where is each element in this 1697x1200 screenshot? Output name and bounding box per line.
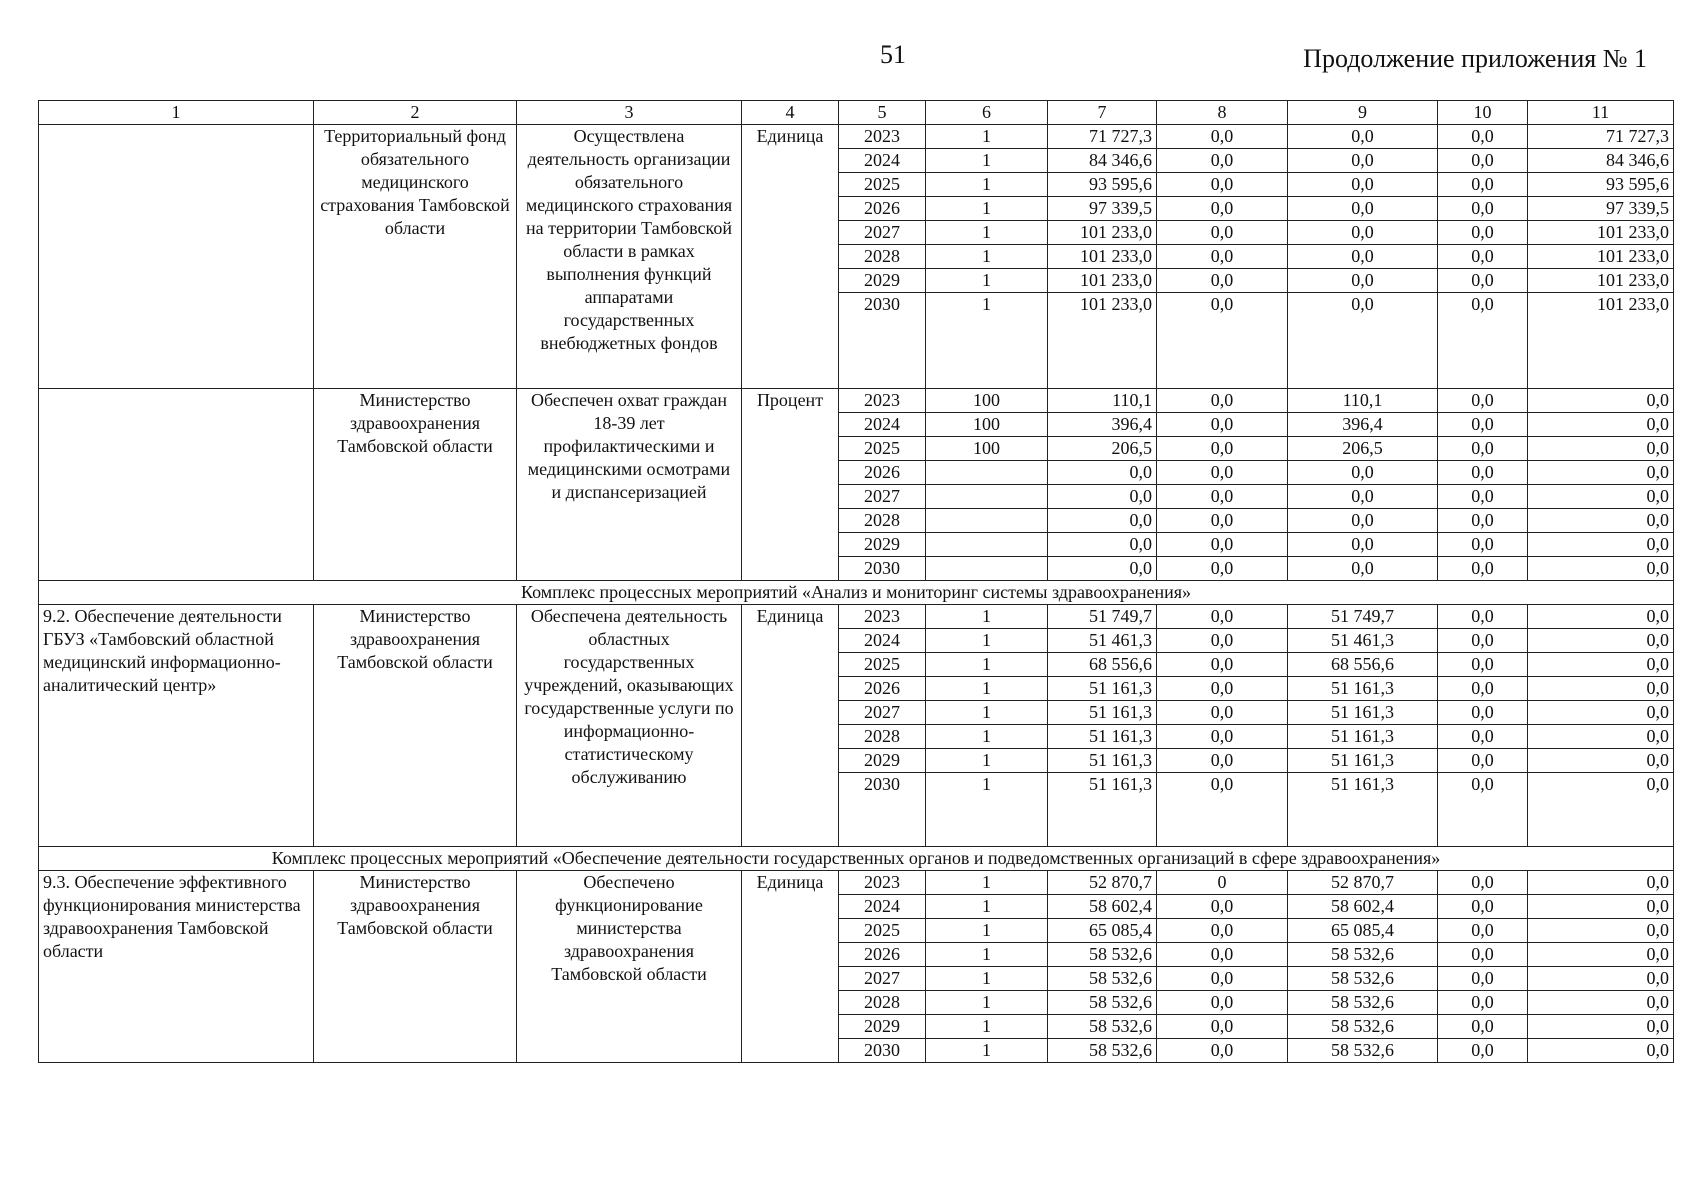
- amount-cell: 58 532,6: [1288, 1039, 1438, 1063]
- value-cell: 1: [926, 991, 1048, 1015]
- year-cell: 2030: [839, 1039, 926, 1063]
- amount-cell: 0,0: [1288, 197, 1438, 221]
- executor-cell: Министерство здравоохранения Тамбовской области: [314, 605, 517, 847]
- executor-cell: Министерство здравоохранения Тамбовской области: [314, 871, 517, 1063]
- year-cell: 2024: [839, 629, 926, 653]
- amount-cell: 58 532,6: [1048, 1039, 1157, 1063]
- amount-cell: 97 339,5: [1528, 197, 1674, 221]
- amount-cell: 0,0: [1528, 967, 1674, 991]
- executor-cell: Территориальный фонд обязательного медицинского страхования Тамбовской области: [314, 125, 517, 389]
- value-cell: 1: [926, 269, 1048, 293]
- amount-cell: 51 161,3: [1048, 677, 1157, 701]
- year-cell: 2023: [839, 871, 926, 895]
- amount-cell: 58 532,6: [1288, 1015, 1438, 1039]
- amount-cell: 0,0: [1528, 1015, 1674, 1039]
- amount-cell: 0,0: [1528, 677, 1674, 701]
- amount-cell: 0,0: [1157, 293, 1288, 389]
- value-cell: 1: [926, 725, 1048, 749]
- amount-cell: 0,0: [1157, 509, 1288, 533]
- amount-cell: 0,0: [1438, 967, 1528, 991]
- value-cell: 1: [926, 967, 1048, 991]
- amount-cell: 0,0: [1157, 413, 1288, 437]
- year-cell: 2030: [839, 293, 926, 389]
- year-cell: 2027: [839, 701, 926, 725]
- amount-cell: 51 161,3: [1048, 749, 1157, 773]
- amount-cell: 51 161,3: [1288, 677, 1438, 701]
- result-cell: Обеспечен охват граждан 18-39 лет профилактическими и медицинскими осмотрами и диспансеризацией: [517, 389, 742, 581]
- year-cell: 2024: [839, 149, 926, 173]
- amount-cell: 0,0: [1528, 461, 1674, 485]
- amount-cell: 0,0: [1438, 173, 1528, 197]
- amount-cell: 0,0: [1157, 149, 1288, 173]
- value-cell: 1: [926, 605, 1048, 629]
- amount-cell: 0,0: [1438, 149, 1528, 173]
- amount-cell: 0,0: [1438, 701, 1528, 725]
- amount-cell: 0,0: [1528, 653, 1674, 677]
- amount-cell: 0,0: [1288, 293, 1438, 389]
- column-header: 5: [839, 101, 926, 125]
- amount-cell: 52 870,7: [1048, 871, 1157, 895]
- amount-cell: 0,0: [1438, 773, 1528, 847]
- value-cell: 1: [926, 871, 1048, 895]
- amount-cell: 0,0: [1438, 293, 1528, 389]
- column-header: 11: [1528, 101, 1674, 125]
- amount-cell: 0,0: [1157, 461, 1288, 485]
- amount-cell: 51 161,3: [1288, 701, 1438, 725]
- unit-cell: Единица: [742, 125, 839, 389]
- value-cell: 1: [926, 221, 1048, 245]
- value-cell: 1: [926, 1015, 1048, 1039]
- amount-cell: 0,0: [1528, 557, 1674, 581]
- amount-cell: 101 233,0: [1528, 245, 1674, 269]
- amount-cell: 0,0: [1528, 389, 1674, 413]
- column-header: 2: [314, 101, 517, 125]
- unit-cell: Единица: [742, 871, 839, 1063]
- year-cell: 2026: [839, 943, 926, 967]
- amount-cell: 0,0: [1528, 701, 1674, 725]
- year-cell: 2027: [839, 485, 926, 509]
- column-header: 10: [1438, 101, 1528, 125]
- amount-cell: 58 532,6: [1048, 1015, 1157, 1039]
- amount-cell: 0,0: [1157, 485, 1288, 509]
- amount-cell: 0,0: [1288, 557, 1438, 581]
- value-cell: [926, 509, 1048, 533]
- amount-cell: 0,0: [1157, 269, 1288, 293]
- amount-cell: 58 532,6: [1288, 967, 1438, 991]
- year-cell: 2029: [839, 533, 926, 557]
- amount-cell: 65 085,4: [1288, 919, 1438, 943]
- amount-cell: 0,0: [1288, 149, 1438, 173]
- amount-cell: 0,0: [1528, 919, 1674, 943]
- value-cell: 1: [926, 653, 1048, 677]
- amount-cell: 0,0: [1528, 413, 1674, 437]
- amount-cell: 51 461,3: [1048, 629, 1157, 653]
- value-cell: 1: [926, 125, 1048, 149]
- amount-cell: 0,0: [1157, 749, 1288, 773]
- amount-cell: 0,0: [1528, 749, 1674, 773]
- amount-cell: 0,0: [1528, 991, 1674, 1015]
- amount-cell: 58 532,6: [1048, 943, 1157, 967]
- amount-cell: 396,4: [1048, 413, 1157, 437]
- amount-cell: 51 749,7: [1288, 605, 1438, 629]
- value-cell: [926, 557, 1048, 581]
- amount-cell: 101 233,0: [1048, 293, 1157, 389]
- amount-cell: 68 556,6: [1288, 653, 1438, 677]
- measure-cell: [39, 125, 314, 389]
- page-number: 51: [880, 40, 906, 69]
- column-header: 3: [517, 101, 742, 125]
- result-cell: Осуществлена деятельность организации обязательного медицинского страхования на территории Тамбовской области в рамках выполнения функций аппаратами государственных внебюджетных фондов: [517, 125, 742, 389]
- amount-cell: 97 339,5: [1048, 197, 1157, 221]
- result-cell: Обеспечена деятельность областных государственных учреждений, оказывающих государственные услуги по информационно-статистическому обслуживанию: [517, 605, 742, 847]
- year-cell: 2025: [839, 437, 926, 461]
- value-cell: [926, 461, 1048, 485]
- year-cell: 2023: [839, 389, 926, 413]
- value-cell: 1: [926, 677, 1048, 701]
- amount-cell: 0,0: [1438, 1039, 1528, 1063]
- value-cell: 1: [926, 629, 1048, 653]
- amount-cell: 0,0: [1438, 653, 1528, 677]
- year-cell: 2024: [839, 413, 926, 437]
- budget-table: [38, 100, 1674, 1063]
- header-row: [39, 101, 1674, 125]
- value-cell: 1: [926, 1039, 1048, 1063]
- section-title: Комплекс процессных мероприятий «Обеспечение деятельности государственных органов и подведомственных организаций в сфере здравоохранения»: [39, 847, 1674, 871]
- amount-cell: 0,0: [1528, 773, 1674, 847]
- amount-cell: 206,5: [1048, 437, 1157, 461]
- amount-cell: 0,0: [1288, 269, 1438, 293]
- amount-cell: 0,0: [1157, 943, 1288, 967]
- amount-cell: 58 602,4: [1048, 895, 1157, 919]
- amount-cell: 0,0: [1438, 943, 1528, 967]
- column-header: 9: [1288, 101, 1438, 125]
- amount-cell: 0,0: [1157, 701, 1288, 725]
- amount-cell: 0,0: [1157, 197, 1288, 221]
- amount-cell: 206,5: [1288, 437, 1438, 461]
- value-cell: 1: [926, 895, 1048, 919]
- amount-cell: 51 161,3: [1288, 773, 1438, 847]
- year-cell: 2029: [839, 269, 926, 293]
- amount-cell: 84 346,6: [1528, 149, 1674, 173]
- table-row: [39, 389, 1674, 413]
- amount-cell: 0,0: [1528, 725, 1674, 749]
- amount-cell: 51 161,3: [1288, 749, 1438, 773]
- value-cell: 100: [926, 413, 1048, 437]
- amount-cell: 0,0: [1438, 221, 1528, 245]
- amount-cell: 0,0: [1288, 173, 1438, 197]
- amount-cell: 0,0: [1288, 221, 1438, 245]
- amount-cell: 0,0: [1438, 125, 1528, 149]
- amount-cell: 0,0: [1288, 245, 1438, 269]
- unit-cell: Единица: [742, 605, 839, 847]
- year-cell: 2023: [839, 125, 926, 149]
- amount-cell: 0,0: [1157, 773, 1288, 847]
- value-cell: 1: [926, 197, 1048, 221]
- year-cell: 2028: [839, 725, 926, 749]
- year-cell: 2025: [839, 173, 926, 197]
- amount-cell: 52 870,7: [1288, 871, 1438, 895]
- amount-cell: 0,0: [1438, 245, 1528, 269]
- measure-cell: [39, 389, 314, 581]
- amount-cell: 0,0: [1438, 605, 1528, 629]
- amount-cell: 0,0: [1438, 895, 1528, 919]
- amount-cell: 0,0: [1157, 677, 1288, 701]
- amount-cell: 101 233,0: [1528, 293, 1674, 389]
- amount-cell: 58 532,6: [1048, 991, 1157, 1015]
- amount-cell: 93 595,6: [1528, 173, 1674, 197]
- amount-cell: 0,0: [1288, 125, 1438, 149]
- value-cell: 1: [926, 173, 1048, 197]
- measure-cell: 9.2. Обеспечение деятельности ГБУЗ «Тамбовский областной медицинский информационно-аналитический центр»: [39, 605, 314, 847]
- value-cell: [926, 485, 1048, 509]
- year-cell: 2026: [839, 461, 926, 485]
- amount-cell: 0,0: [1157, 725, 1288, 749]
- column-header: 6: [926, 101, 1048, 125]
- amount-cell: 0,0: [1438, 533, 1528, 557]
- value-cell: 1: [926, 245, 1048, 269]
- amount-cell: 0,0: [1528, 533, 1674, 557]
- year-cell: 2028: [839, 509, 926, 533]
- value-cell: 1: [926, 943, 1048, 967]
- amount-cell: 0,0: [1438, 509, 1528, 533]
- amount-cell: 0,0: [1528, 629, 1674, 653]
- amount-cell: 51 749,7: [1048, 605, 1157, 629]
- section-row: [39, 847, 1674, 871]
- value-cell: 1: [926, 749, 1048, 773]
- year-cell: 2028: [839, 245, 926, 269]
- year-cell: 2024: [839, 895, 926, 919]
- year-cell: 2025: [839, 653, 926, 677]
- value-cell: 1: [926, 293, 1048, 389]
- year-cell: 2028: [839, 991, 926, 1015]
- amount-cell: 0,0: [1528, 943, 1674, 967]
- amount-cell: 0,0: [1157, 967, 1288, 991]
- year-cell: 2027: [839, 967, 926, 991]
- amount-cell: 0,0: [1157, 173, 1288, 197]
- section-title: Комплекс процессных мероприятий «Анализ и мониторинг системы здравоохранения»: [39, 581, 1674, 605]
- amount-cell: 93 595,6: [1048, 173, 1157, 197]
- value-cell: [926, 533, 1048, 557]
- amount-cell: 51 161,3: [1048, 701, 1157, 725]
- value-cell: 1: [926, 149, 1048, 173]
- amount-cell: 0,0: [1157, 557, 1288, 581]
- amount-cell: 110,1: [1048, 389, 1157, 413]
- amount-cell: 0,0: [1438, 461, 1528, 485]
- amount-cell: 0,0: [1528, 437, 1674, 461]
- amount-cell: 0,0: [1157, 629, 1288, 653]
- amount-cell: 58 602,4: [1288, 895, 1438, 919]
- amount-cell: 0,0: [1438, 437, 1528, 461]
- table-row: [39, 605, 1674, 629]
- amount-cell: 0,0: [1438, 269, 1528, 293]
- amount-cell: 101 233,0: [1528, 269, 1674, 293]
- amount-cell: 0,0: [1048, 485, 1157, 509]
- year-cell: 2029: [839, 1015, 926, 1039]
- amount-cell: 0,0: [1157, 437, 1288, 461]
- amount-cell: 0,0: [1438, 485, 1528, 509]
- amount-cell: 0,0: [1048, 461, 1157, 485]
- amount-cell: 0,0: [1157, 389, 1288, 413]
- amount-cell: 0,0: [1288, 461, 1438, 485]
- amount-cell: 0,0: [1048, 557, 1157, 581]
- value-cell: 100: [926, 437, 1048, 461]
- amount-cell: 0,0: [1157, 653, 1288, 677]
- amount-cell: 0,0: [1438, 557, 1528, 581]
- appendix-title: Продолжение приложения № 1: [1303, 44, 1647, 73]
- amount-cell: 0,0: [1157, 221, 1288, 245]
- amount-cell: 84 346,6: [1048, 149, 1157, 173]
- value-cell: 100: [926, 389, 1048, 413]
- amount-cell: 396,4: [1288, 413, 1438, 437]
- amount-cell: 51 161,3: [1288, 725, 1438, 749]
- year-cell: 2026: [839, 677, 926, 701]
- year-cell: 2026: [839, 197, 926, 221]
- amount-cell: 0: [1157, 871, 1288, 895]
- amount-cell: 101 233,0: [1528, 221, 1674, 245]
- amount-cell: 0,0: [1528, 871, 1674, 895]
- column-header: 4: [742, 101, 839, 125]
- amount-cell: 0,0: [1157, 991, 1288, 1015]
- amount-cell: 0,0: [1157, 1015, 1288, 1039]
- year-cell: 2027: [839, 221, 926, 245]
- executor-cell: Министерство здравоохранения Тамбовской области: [314, 389, 517, 581]
- amount-cell: 71 727,3: [1048, 125, 1157, 149]
- column-header: 1: [39, 101, 314, 125]
- amount-cell: 0,0: [1157, 605, 1288, 629]
- amount-cell: 0,0: [1438, 389, 1528, 413]
- amount-cell: 101 233,0: [1048, 221, 1157, 245]
- table-row: [39, 871, 1674, 895]
- amount-cell: 0,0: [1528, 509, 1674, 533]
- amount-cell: 0,0: [1528, 1039, 1674, 1063]
- amount-cell: 51 461,3: [1288, 629, 1438, 653]
- table-row: [39, 125, 1674, 149]
- amount-cell: 0,0: [1157, 1039, 1288, 1063]
- year-cell: 2030: [839, 557, 926, 581]
- amount-cell: 0,0: [1528, 895, 1674, 919]
- amount-cell: 0,0: [1288, 509, 1438, 533]
- value-cell: 1: [926, 773, 1048, 847]
- amount-cell: 0,0: [1438, 919, 1528, 943]
- value-cell: 1: [926, 701, 1048, 725]
- amount-cell: 0,0: [1528, 605, 1674, 629]
- amount-cell: 0,0: [1438, 749, 1528, 773]
- amount-cell: 0,0: [1157, 895, 1288, 919]
- amount-cell: 58 532,6: [1288, 991, 1438, 1015]
- amount-cell: 71 727,3: [1528, 125, 1674, 149]
- amount-cell: 0,0: [1438, 991, 1528, 1015]
- amount-cell: 0,0: [1157, 245, 1288, 269]
- amount-cell: 0,0: [1048, 509, 1157, 533]
- amount-cell: 0,0: [1438, 725, 1528, 749]
- year-cell: 2029: [839, 749, 926, 773]
- year-cell: 2025: [839, 919, 926, 943]
- amount-cell: 65 085,4: [1048, 919, 1157, 943]
- amount-cell: 58 532,6: [1288, 943, 1438, 967]
- amount-cell: 58 532,6: [1048, 967, 1157, 991]
- amount-cell: 0,0: [1288, 485, 1438, 509]
- amount-cell: 0,0: [1048, 533, 1157, 557]
- amount-cell: 51 161,3: [1048, 773, 1157, 847]
- amount-cell: 0,0: [1157, 533, 1288, 557]
- year-cell: 2030: [839, 773, 926, 847]
- value-cell: 1: [926, 919, 1048, 943]
- amount-cell: 0,0: [1438, 1015, 1528, 1039]
- amount-cell: 0,0: [1438, 871, 1528, 895]
- amount-cell: 0,0: [1528, 485, 1674, 509]
- section-row: [39, 581, 1674, 605]
- column-header: 8: [1157, 101, 1288, 125]
- amount-cell: 0,0: [1438, 413, 1528, 437]
- amount-cell: 101 233,0: [1048, 245, 1157, 269]
- amount-cell: 0,0: [1288, 533, 1438, 557]
- amount-cell: 51 161,3: [1048, 725, 1157, 749]
- amount-cell: 110,1: [1288, 389, 1438, 413]
- year-cell: 2023: [839, 605, 926, 629]
- measure-cell: 9.3. Обеспечение эффективного функционирования министерства здравоохранения Тамбовской области: [39, 871, 314, 1063]
- amount-cell: 101 233,0: [1048, 269, 1157, 293]
- amount-cell: 0,0: [1438, 677, 1528, 701]
- amount-cell: 0,0: [1157, 125, 1288, 149]
- unit-cell: Процент: [742, 389, 839, 581]
- result-cell: Обеспечено функционирование министерства здравоохранения Тамбовской области: [517, 871, 742, 1063]
- amount-cell: 0,0: [1438, 629, 1528, 653]
- amount-cell: 0,0: [1438, 197, 1528, 221]
- amount-cell: 68 556,6: [1048, 653, 1157, 677]
- amount-cell: 0,0: [1157, 919, 1288, 943]
- column-header: 7: [1048, 101, 1157, 125]
